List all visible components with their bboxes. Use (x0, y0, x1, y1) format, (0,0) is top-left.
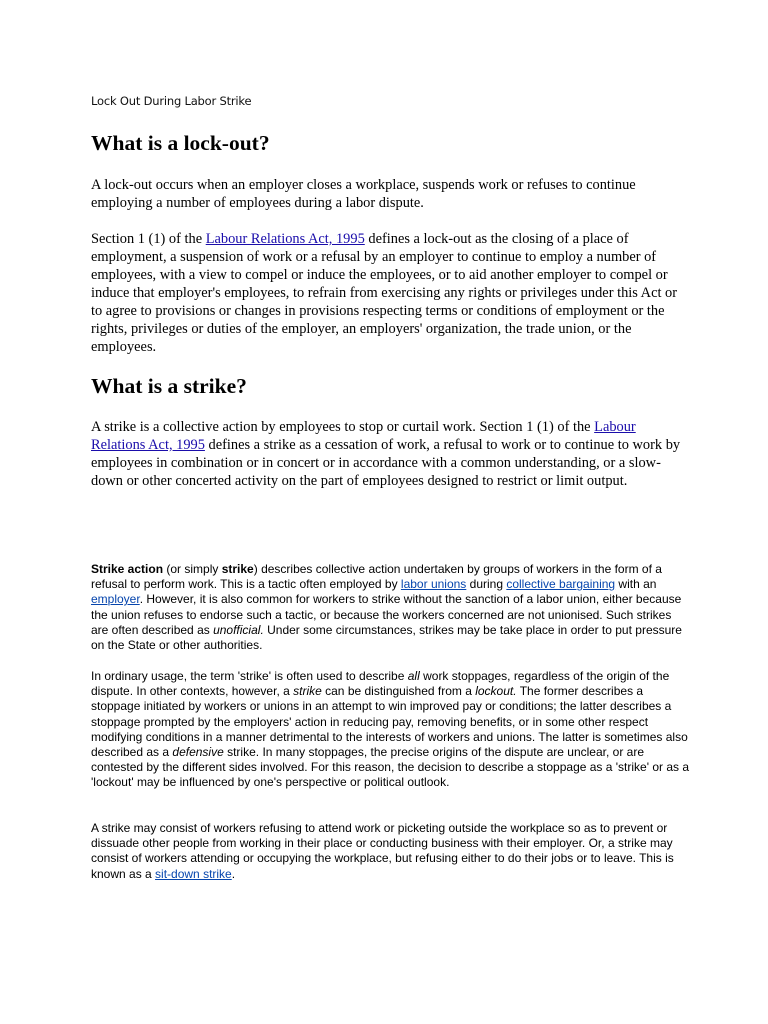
strike-term: strike (293, 684, 322, 699)
labor-unions-link[interactable]: labor unions (400, 577, 467, 592)
text-run: A strike may consist of workers refusing to attend work or picketing outside the workplace so as to prevent or dissuade other people from working in their place or conducting business with their employer. Or, a strike may consist of workers attending or occupying the workplace, but refusing either to do their jobs or to leave. This is known as a (91, 821, 674, 881)
text-run: (or simply (163, 562, 222, 576)
text-run: with an (615, 577, 657, 592)
strike-heading: What is a strike? (91, 374, 247, 398)
collective-bargaining-link[interactable]: collective bargaining (506, 577, 616, 592)
sit-down-strike-paragraph (91, 821, 691, 882)
lockout-act-text-post: defines a lock-out as the closing of a place of employment, a suspension of work or a refusal by an employer to continue to employ a number of employees, with a view to compel or induce the employees, or to aid another employer to compel or induce that employer's employees, to refrain from exercising any rights or privileges under this Act or to agree to provisions or changes in provisions respecting terms or conditions of employment or the rights, privileges or duties of the employer, an employers' organization, the trade union, or the employees. (91, 231, 678, 355)
text-run: strike. In many stoppages, the precise origins of the dispute are unclear, or are contested by the different sides involved. For this reason, the decision to describe a stoppage as a 'strike' or as a 'lockout' may be influenced by one's perspective or political outlook. (91, 745, 690, 790)
labour-relations-act-link[interactable]: Labour Relations Act, 1995 (91, 419, 636, 453)
strike-text-pre: A strike is a collective action by employees to stop or curtail work. Section 1 (1) of the (91, 419, 595, 435)
lockout-definition-paragraph: A lock-out occurs when an employer closes a workplace, suspends work or refuses to continue employing a number of employees during a labor dispute. (91, 177, 636, 211)
text-run: The former describes a stoppage initiated by workers or unions in an attempt to win improved pay or conditions; the latter describes a stoppage prompted by the employers' action in reducing pay, removing benefits, or in some other respect modifying conditions in a manner detrimental to the interests of workers and unions. The latter is sometimes also described as a (91, 684, 688, 760)
employer-link[interactable]: employer (91, 592, 140, 607)
sit-down-strike-link[interactable]: sit-down strike (155, 866, 232, 881)
lockout-term: lockout. (475, 684, 517, 699)
strike-action-term: Strike action (91, 562, 164, 576)
document-title-label: Lock Out During Labor Strike (91, 94, 252, 108)
defensive-term: defensive (172, 745, 224, 760)
lockout-act-text-pre: Section 1 (1) of the (91, 231, 206, 247)
strike-text-post: defines a strike as a cessation of work, a refusal to work or to continue to work by employees in combination or in concert or in accordance with a common understanding, or a slow-down or other concerted activity on the part of employees designed to restrict or limit output. (91, 437, 681, 489)
labour-relations-act-link[interactable]: Labour Relations Act, 1995 (205, 231, 365, 247)
strike-term: strike (221, 562, 254, 576)
strike-definition-paragraph (91, 418, 691, 490)
lockout-act-paragraph (91, 230, 691, 356)
text-run: Under some circumstances, strikes may be take place in order to put pressure on the State or other authorities. (91, 622, 682, 653)
text-run: work stoppages, regardless of the origin of the dispute. In other contexts, however, a (91, 669, 670, 699)
unofficial-term: unofficial. (213, 622, 264, 637)
text-run: . However, it is also common for workers to strike without the sanction of a labor union, either because the union refuses to endorse such a tactic, or because the workers concerned are not unionised. Such strikes are often described as (91, 592, 682, 637)
text-run: can be distinguished from a (321, 684, 476, 699)
text-run: In ordinary usage, the term 'strike' is often used to describe (91, 669, 408, 683)
strike-vs-lockout-paragraph (91, 669, 691, 791)
text-run: during (466, 577, 507, 592)
all-term: all (407, 669, 420, 683)
text-run: . (231, 866, 236, 881)
text-run: ) describes collective action undertaken by groups of workers in the form of a refusal to perform work. This is a tactic often employed by (91, 562, 662, 592)
lockout-heading: What is a lock-out? (91, 131, 270, 155)
strike-action-paragraph (91, 562, 691, 653)
